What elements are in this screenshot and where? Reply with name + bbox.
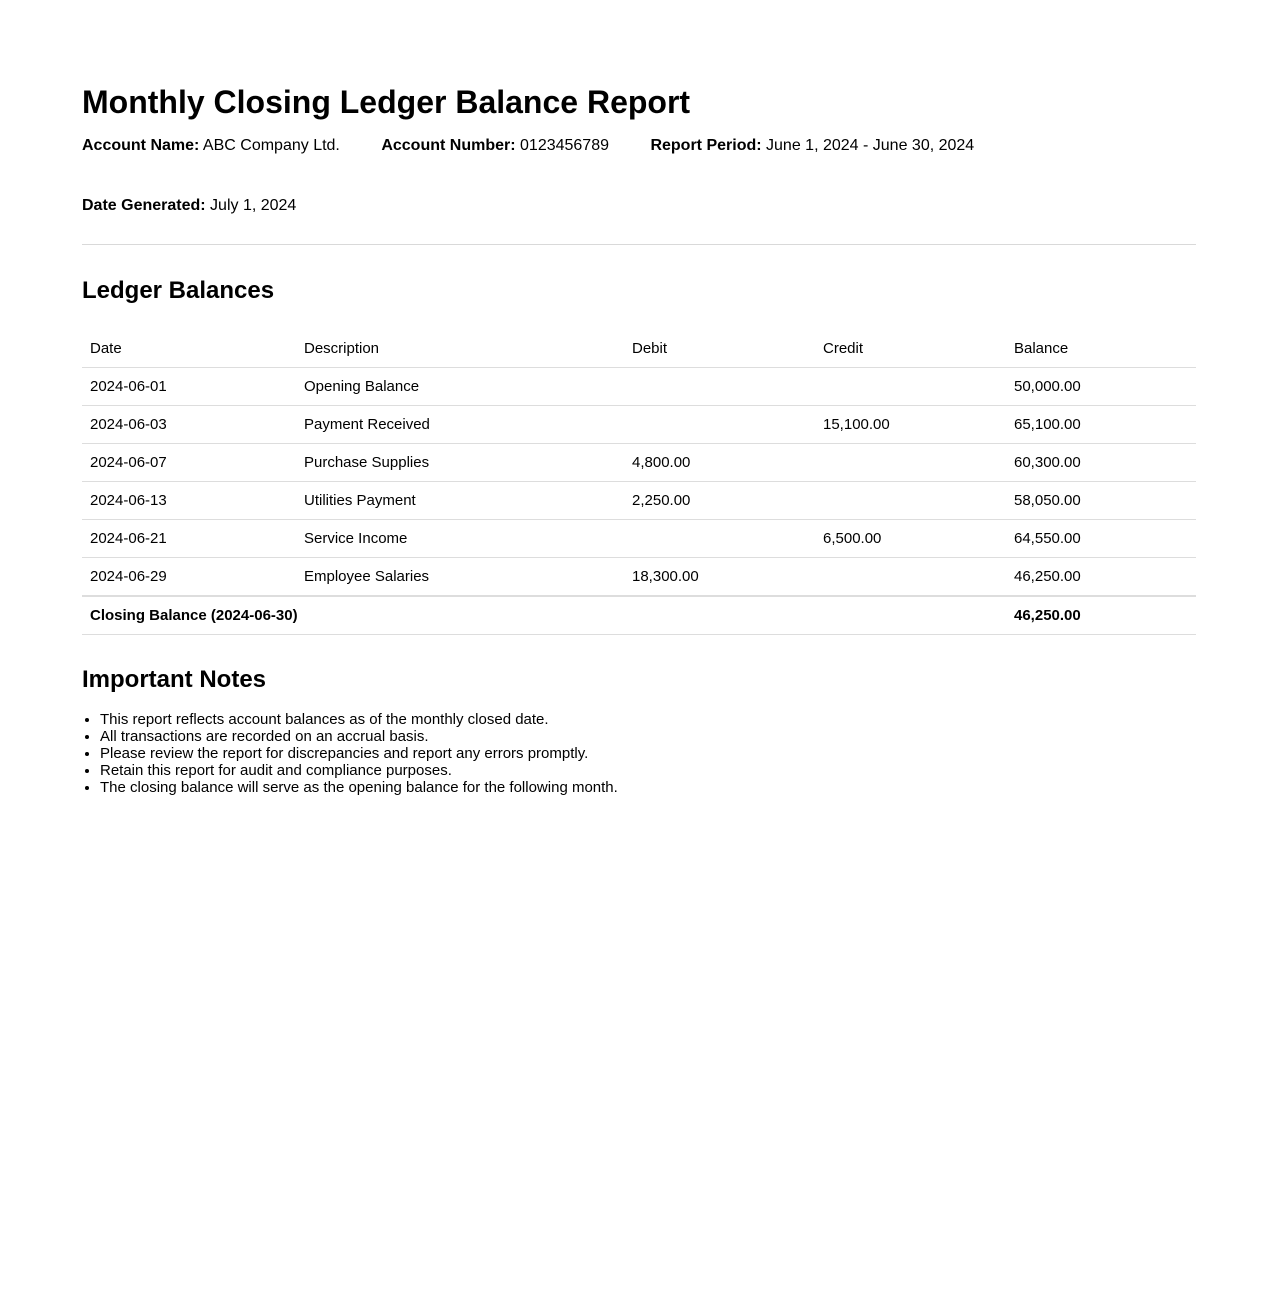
cell-debit — [624, 368, 815, 406]
cell-balance: 65,100.00 — [1006, 406, 1196, 444]
table-row — [82, 406, 1196, 444]
report-period — [650, 136, 974, 155]
cell-credit — [815, 368, 1006, 406]
cell-debit: 18,300.00 — [624, 558, 815, 597]
notes-section-title: Important Notes — [82, 666, 267, 693]
header-description: Description — [296, 330, 624, 368]
list-item: • Retain this report for audit and compliance purposes. — [100, 762, 1100, 779]
cell-description: Service Income — [296, 520, 624, 558]
header-balance: Balance — [1006, 330, 1196, 368]
cell-description: Payment Received — [296, 406, 624, 444]
cell-credit — [815, 558, 1006, 597]
cell-date: 2024-06-13 — [82, 482, 296, 520]
cell-description: Opening Balance — [296, 368, 624, 406]
list-item: • All transactions are recorded on an accrual basis. — [100, 728, 1100, 745]
ledger-table — [82, 330, 1196, 635]
table-row — [82, 368, 1196, 406]
report-period-label: Report Period: — [650, 137, 762, 154]
table-row — [82, 558, 1196, 597]
date-generated-value: July 1, 2024 — [210, 197, 297, 214]
cell-date: 2024-06-07 — [82, 444, 296, 482]
cell-description: Purchase Supplies — [296, 444, 624, 482]
table-row — [82, 520, 1196, 558]
header-date: Date — [82, 330, 296, 368]
account-number-value: 0123456789 — [520, 137, 609, 154]
cell-credit — [815, 444, 1006, 482]
cell-date: 2024-06-03 — [82, 406, 296, 444]
date-generated — [82, 196, 296, 215]
account-name — [82, 136, 340, 155]
list-item: • This report reflects account balances as of the monthly closed date. — [100, 711, 1100, 728]
ledger-section-title: Ledger Balances — [82, 277, 275, 304]
section-divider — [82, 244, 1196, 245]
date-generated-label: Date Generated: — [82, 197, 206, 214]
page-title: Monthly Closing Ledger Balance Report — [82, 84, 691, 120]
closing-balance-row — [82, 596, 1196, 635]
notes-list — [82, 711, 1100, 796]
cell-balance: 64,550.00 — [1006, 520, 1196, 558]
closing-balance-value: 46,250.00 — [1006, 596, 1196, 635]
cell-credit: 15,100.00 — [815, 406, 1006, 444]
cell-debit: 4,800.00 — [624, 444, 815, 482]
list-item: • The closing balance will serve as the opening balance for the following month. — [100, 779, 1100, 796]
cell-credit: 6,500.00 — [815, 520, 1006, 558]
ledger-header-row — [82, 330, 1196, 368]
closing-balance-label: Closing Balance (2024-06-30) — [82, 596, 1006, 635]
cell-credit — [815, 482, 1006, 520]
cell-date: 2024-06-21 — [82, 520, 296, 558]
cell-balance: 50,000.00 — [1006, 368, 1196, 406]
cell-date: 2024-06-29 — [82, 558, 296, 597]
cell-debit — [624, 520, 815, 558]
report-period-value: June 1, 2024 - June 30, 2024 — [766, 137, 975, 154]
cell-balance: 46,250.00 — [1006, 558, 1196, 597]
cell-balance: 60,300.00 — [1006, 444, 1196, 482]
table-row — [82, 482, 1196, 520]
cell-date: 2024-06-01 — [82, 368, 296, 406]
cell-debit: 2,250.00 — [624, 482, 815, 520]
account-number-label: Account Number: — [381, 137, 516, 154]
cell-description: Utilities Payment — [296, 482, 624, 520]
cell-description: Employee Salaries — [296, 558, 624, 597]
header-credit: Credit — [815, 330, 1006, 368]
header-debit: Debit — [624, 330, 815, 368]
account-name-label: Account Name: — [82, 137, 200, 154]
cell-balance: 58,050.00 — [1006, 482, 1196, 520]
list-item: • Please review the report for discrepancies and report any errors promptly. — [100, 745, 1100, 762]
account-number — [381, 136, 609, 155]
date-generated-row — [82, 196, 333, 215]
table-row — [82, 444, 1196, 482]
account-info-row — [82, 136, 1011, 155]
cell-debit — [624, 406, 815, 444]
account-name-value: ABC Company Ltd. — [202, 137, 340, 154]
